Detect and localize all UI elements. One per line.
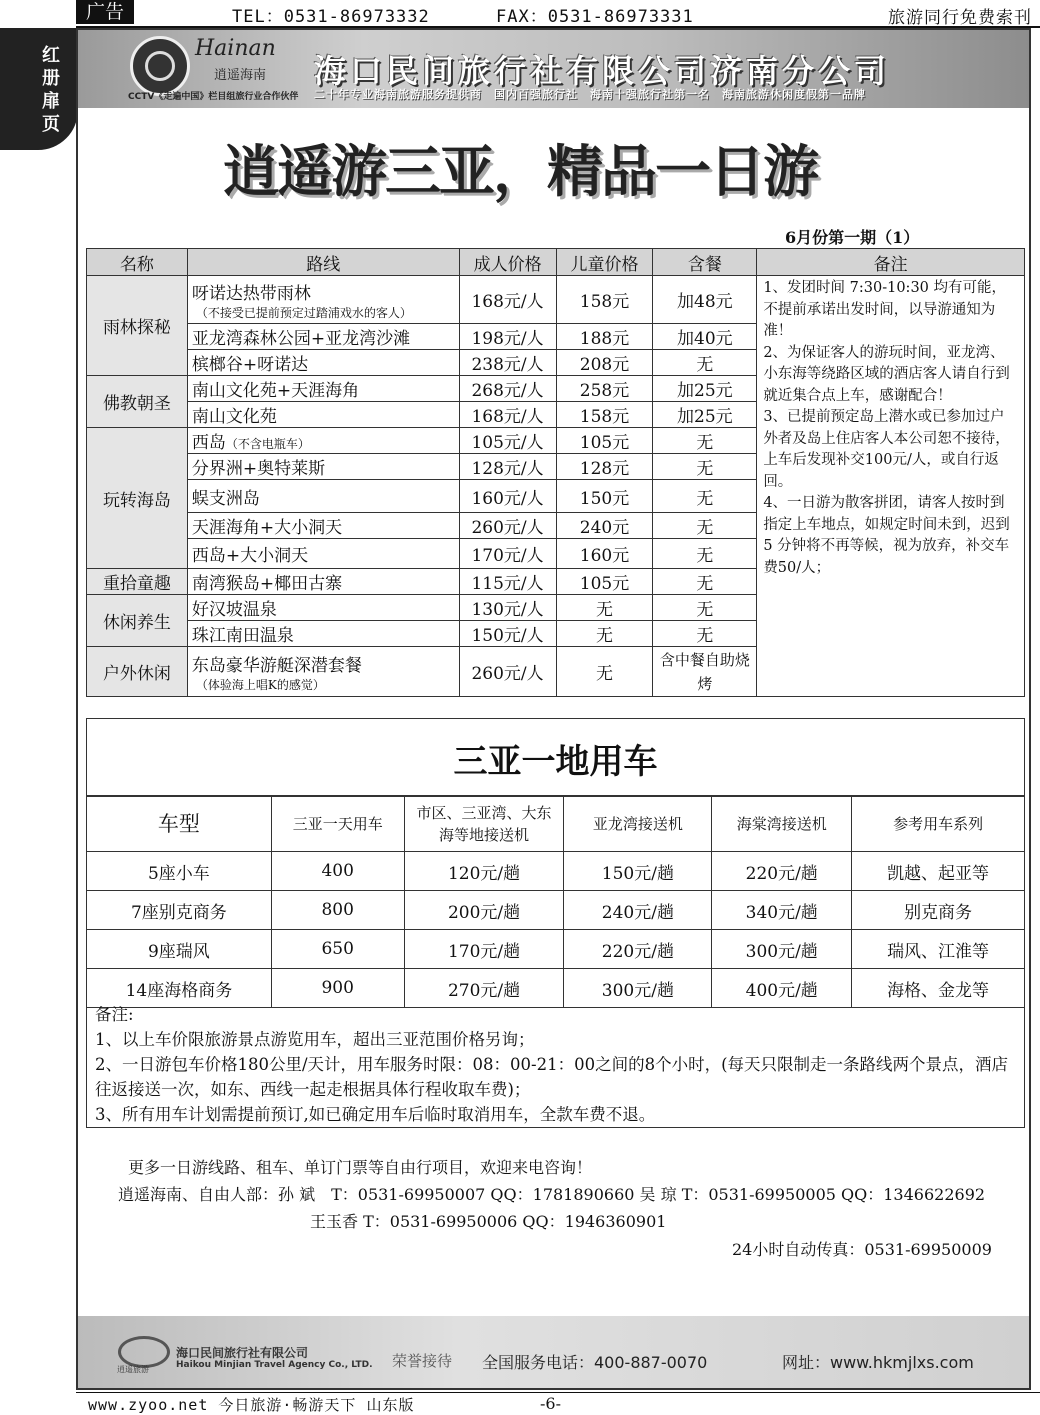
tour-child-price: 240元 xyxy=(556,513,653,539)
header-cell: 三亚一天用车 xyxy=(271,797,404,852)
tour-table-header xyxy=(87,249,1025,276)
car-cell: 170元/趟 xyxy=(404,930,564,969)
header-cell: 车型 xyxy=(87,797,272,852)
tour-child-price: 105元 xyxy=(556,428,653,454)
route-name: 呀诺达热带雨林 xyxy=(191,283,311,304)
tour-meal-price: 加40元 xyxy=(653,324,757,350)
tour-meal-price: 无 xyxy=(653,569,757,595)
tour-route xyxy=(187,647,459,697)
tour-child-price: 150元 xyxy=(556,480,653,513)
tour-route xyxy=(187,595,459,621)
remark-line: 1、以上车价限旅游景点游览用车，超出三亚范围价格另询； xyxy=(95,1030,535,1049)
car-cell: 凯越、起亚等 xyxy=(852,852,1025,891)
tour-route xyxy=(187,276,459,324)
tour-route xyxy=(187,428,459,454)
tour-category: 雨林探秘 xyxy=(87,276,188,376)
header-cell: 名称 xyxy=(87,249,188,276)
tour-meal-price: 加25元 xyxy=(653,376,757,402)
car-cell: 800 xyxy=(271,891,404,930)
header-cell: 备注 xyxy=(757,249,1025,276)
tour-child-price: 188元 xyxy=(556,324,653,350)
tour-meal-price: 无 xyxy=(653,350,757,376)
tour-adult-price: 170元/人 xyxy=(459,539,556,569)
header-fax: FAX：0531-86973331 xyxy=(496,7,694,27)
car-cell: 300元/趟 xyxy=(712,930,852,969)
bottom-rule xyxy=(76,1392,1040,1393)
page-number: -6- xyxy=(540,1394,561,1413)
car-cell: 200元/趟 xyxy=(404,891,564,930)
tour-child-price: 105元 xyxy=(556,569,653,595)
tour-meal-price: 无 xyxy=(653,428,757,454)
tour-route xyxy=(187,454,459,480)
company-logo-icon xyxy=(130,36,190,96)
bottom-site[interactable]: www.zyoo.net 今日旅游·畅游天下 山东版 xyxy=(88,1396,415,1414)
header-cell: 亚龙湾接送机 xyxy=(564,797,712,852)
car-cell: 9座瑞风 xyxy=(87,930,272,969)
contact-fax: 24小时自动传真：0531-69950009 xyxy=(732,1240,992,1259)
tour-adult-price: 260元/人 xyxy=(459,513,556,539)
route-name: 分界洲+奥特莱斯 xyxy=(191,459,326,479)
contact-line-2: 王玉香 T：0531-69950006 QQ：1946360901 xyxy=(310,1212,667,1231)
car-cell: 7座别克商务 xyxy=(87,891,272,930)
tour-route xyxy=(187,569,459,595)
route-name: 槟榔谷+呀诺达 xyxy=(191,355,309,375)
car-cell: 400 xyxy=(271,852,404,891)
route-name: 好汉坡温泉 xyxy=(191,600,277,620)
tour-category: 玩转海岛 xyxy=(87,428,188,569)
tour-adult-price: 105元/人 xyxy=(459,428,556,454)
tour-child-price: 无 xyxy=(556,647,653,697)
tour-meal-price: 无 xyxy=(653,595,757,621)
tour-child-price: 258元 xyxy=(556,376,653,402)
car-cell: 220元/趟 xyxy=(564,930,712,969)
remark-line: 3、所有用车计划需提前预订,如已确定用车后临时取消用车，全款车费不退。 xyxy=(95,1105,656,1124)
car-cell: 650 xyxy=(271,930,404,969)
tour-route xyxy=(187,621,459,647)
car-remarks xyxy=(86,1000,1025,1128)
car-cell: 海格、金龙等 xyxy=(852,969,1025,1008)
car-cell: 瑞风、江淮等 xyxy=(852,930,1025,969)
tour-route xyxy=(187,324,459,350)
footer-website[interactable]: 网址：www.hkmjlxs.com xyxy=(782,1353,974,1372)
page-title: 逍遥游三亚，精品一日游 xyxy=(223,140,817,205)
contact-line-1: 逍遥海南、自由人部：孙 斌 T：0531-69950007 QQ：1781890660 吴 琼 T：0531-69950005 QQ：1346622692 xyxy=(118,1185,986,1204)
tour-child-price: 无 xyxy=(556,595,653,621)
car-cell: 270元/趟 xyxy=(404,969,564,1008)
route-name: 天涯海角+大小洞天 xyxy=(191,518,343,538)
side-tab-label: 红册扉页 xyxy=(42,45,60,135)
car-section-title: 三亚一地用车 xyxy=(86,718,1025,796)
tour-meal-price: 无 xyxy=(653,480,757,513)
tour-meal-price: 加25元 xyxy=(653,402,757,428)
tour-adult-price: 260元/人 xyxy=(459,647,556,697)
tour-adult-price: 238元/人 xyxy=(459,350,556,376)
car-cell: 14座海格商务 xyxy=(87,969,272,1008)
tour-remarks: 1、发团时间 7:30-10:30 均有可能，不提前承诺出发时间，以导游通知为准！ 2、为保证客人的游玩时间，亚龙湾、小东海等绕路区域的酒店客人请自行到就近集合点上车，感谢配合！ 3、已提前预定岛上潜水或已参加过户外者及岛上住店客人本公司恕不接待，上车后发现补交100元/人，或自行返回。 4、一日游为散客拼团，请客人按时到指定上车地点，如规定时间未到，迟到 5 分钟将不再等候，视为放弃，补交车费50/人； xyxy=(757,276,1025,697)
car-table-header xyxy=(87,797,1025,852)
tour-category: 休闲养生 xyxy=(87,595,188,647)
car-cell: 300元/趟 xyxy=(564,969,712,1008)
route-name: 南湾猴岛+椰田古寨 xyxy=(191,574,343,594)
route-name: 南山文化苑+天涯海角 xyxy=(191,381,360,401)
tour-table xyxy=(86,248,1025,697)
tour-child-price: 158元 xyxy=(556,402,653,428)
footer-honor: 荣誉接待 xyxy=(392,1352,453,1370)
company-name: 海口民间旅行社有限公司济南分公司 xyxy=(314,52,891,90)
car-cell: 400元/趟 xyxy=(712,969,852,1008)
tour-category: 佛教朝圣 xyxy=(87,376,188,428)
tour-meal-price: 加48元 xyxy=(653,276,757,324)
tour-meal-price: 无 xyxy=(653,539,757,569)
route-note: （体验海上唱K的感觉） xyxy=(195,677,325,692)
tour-route xyxy=(187,376,459,402)
tour-meal-price: 无 xyxy=(653,513,757,539)
tour-adult-price: 150元/人 xyxy=(459,621,556,647)
tour-category: 户外休闲 xyxy=(87,647,188,697)
company-slogan: 二十年专业海南旅游服务提供商 国内百强旅行社 海南十强旅行社第一名 海南旅游休闲度假第一品牌 xyxy=(314,88,866,101)
tour-route xyxy=(187,350,459,376)
route-note: （不接受已提前预定过踏浦戏水的客人） xyxy=(195,305,412,320)
contact-intro: 更多一日游线路、租车、单订门票等自由行项目，欢迎来电咨询！ xyxy=(128,1158,593,1177)
cctv-partner: CCTV《走遍中国》栏目组旅行业合作伙伴 xyxy=(128,92,299,102)
tour-child-price: 208元 xyxy=(556,350,653,376)
header-cell: 含餐 xyxy=(653,249,757,276)
logo-sub: 逍遥海南 xyxy=(214,68,267,83)
car-cell: 别克商务 xyxy=(852,891,1025,930)
route-name: 西岛+大小洞天 xyxy=(191,546,309,566)
car-table xyxy=(86,796,1025,1008)
car-cell: 340元/趟 xyxy=(712,891,852,930)
route-name: 东岛豪华游艇深潜套餐 xyxy=(191,655,362,676)
car-row xyxy=(87,852,1025,891)
tour-route xyxy=(187,402,459,428)
tour-route xyxy=(187,480,459,513)
footer-company-en: Haikou Minjian Travel Agency Co., LTD. xyxy=(176,1360,373,1370)
tour-meal-price: 无 xyxy=(653,454,757,480)
route-note: （不含电瓶车） xyxy=(225,437,310,451)
route-name: 南山文化苑 xyxy=(191,407,277,427)
tour-meal-price: 含中餐自助烧烤 xyxy=(653,647,757,697)
tour-meal-price: 无 xyxy=(653,621,757,647)
car-row xyxy=(87,891,1025,930)
logo-script: Hainan xyxy=(195,36,276,61)
ad-tag: 广告 xyxy=(76,0,134,24)
header-cell: 参考用车系列 xyxy=(852,797,1025,852)
route-name: 西岛 xyxy=(191,433,226,453)
tour-route xyxy=(187,539,459,569)
header-cell: 海棠湾接送机 xyxy=(712,797,852,852)
header-index: 旅游同行免费索刊 xyxy=(888,8,1032,28)
header-cell: 市区、三亚湾、大东海等地接送机 xyxy=(404,797,564,852)
tour-adult-price: 115元/人 xyxy=(459,569,556,595)
tour-adult-price: 160元/人 xyxy=(459,480,556,513)
footer-company-cn: 海口民间旅行社有限公司 xyxy=(176,1346,309,1360)
remark-line: 2、一日游包车价格180公里/天计，用车服务时限：08：00-21：00之间的8个小时，(每天只限制走一条路线两个景点，酒店往返接送一次，如东、西线一起走根据具体行程收取车费)； xyxy=(95,1055,1009,1099)
edition-label: 6月份第一期（1） xyxy=(785,228,920,247)
tour-child-price: 158元 xyxy=(556,276,653,324)
footer-logo-text: 逍遥旅游 xyxy=(117,1365,149,1374)
tour-adult-price: 130元/人 xyxy=(459,595,556,621)
car-cell: 240元/趟 xyxy=(564,891,712,930)
tour-adult-price: 268元/人 xyxy=(459,376,556,402)
car-cell: 220元/趟 xyxy=(712,852,852,891)
car-row xyxy=(87,930,1025,969)
tour-category: 重拾童趣 xyxy=(87,569,188,595)
car-cell: 900 xyxy=(271,969,404,1008)
car-cell: 150元/趟 xyxy=(564,852,712,891)
footer-service-phone: 全国服务电话：400-887-0070 xyxy=(482,1353,708,1372)
car-cell: 120元/趟 xyxy=(404,852,564,891)
route-name: 珠江南田温泉 xyxy=(191,626,294,646)
route-name: 蜈支洲岛 xyxy=(191,488,260,509)
header-cell: 成人价格 xyxy=(459,249,556,276)
route-name: 亚龙湾森林公园+亚龙湾沙滩 xyxy=(191,329,411,349)
tour-route xyxy=(187,513,459,539)
tour-adult-price: 128元/人 xyxy=(459,454,556,480)
tour-child-price: 无 xyxy=(556,621,653,647)
tour-adult-price: 198元/人 xyxy=(459,324,556,350)
tour-row xyxy=(87,276,1025,324)
tour-child-price: 160元 xyxy=(556,539,653,569)
header-tel: TEL：0531-86973332 xyxy=(232,7,430,27)
tour-adult-price: 168元/人 xyxy=(459,276,556,324)
tour-child-price: 128元 xyxy=(556,454,653,480)
remarks-title: 备注: xyxy=(95,1005,134,1024)
header-cell: 路线 xyxy=(187,249,459,276)
tour-adult-price: 168元/人 xyxy=(459,402,556,428)
header-cell: 儿童价格 xyxy=(556,249,653,276)
car-cell: 5座小车 xyxy=(87,852,272,891)
